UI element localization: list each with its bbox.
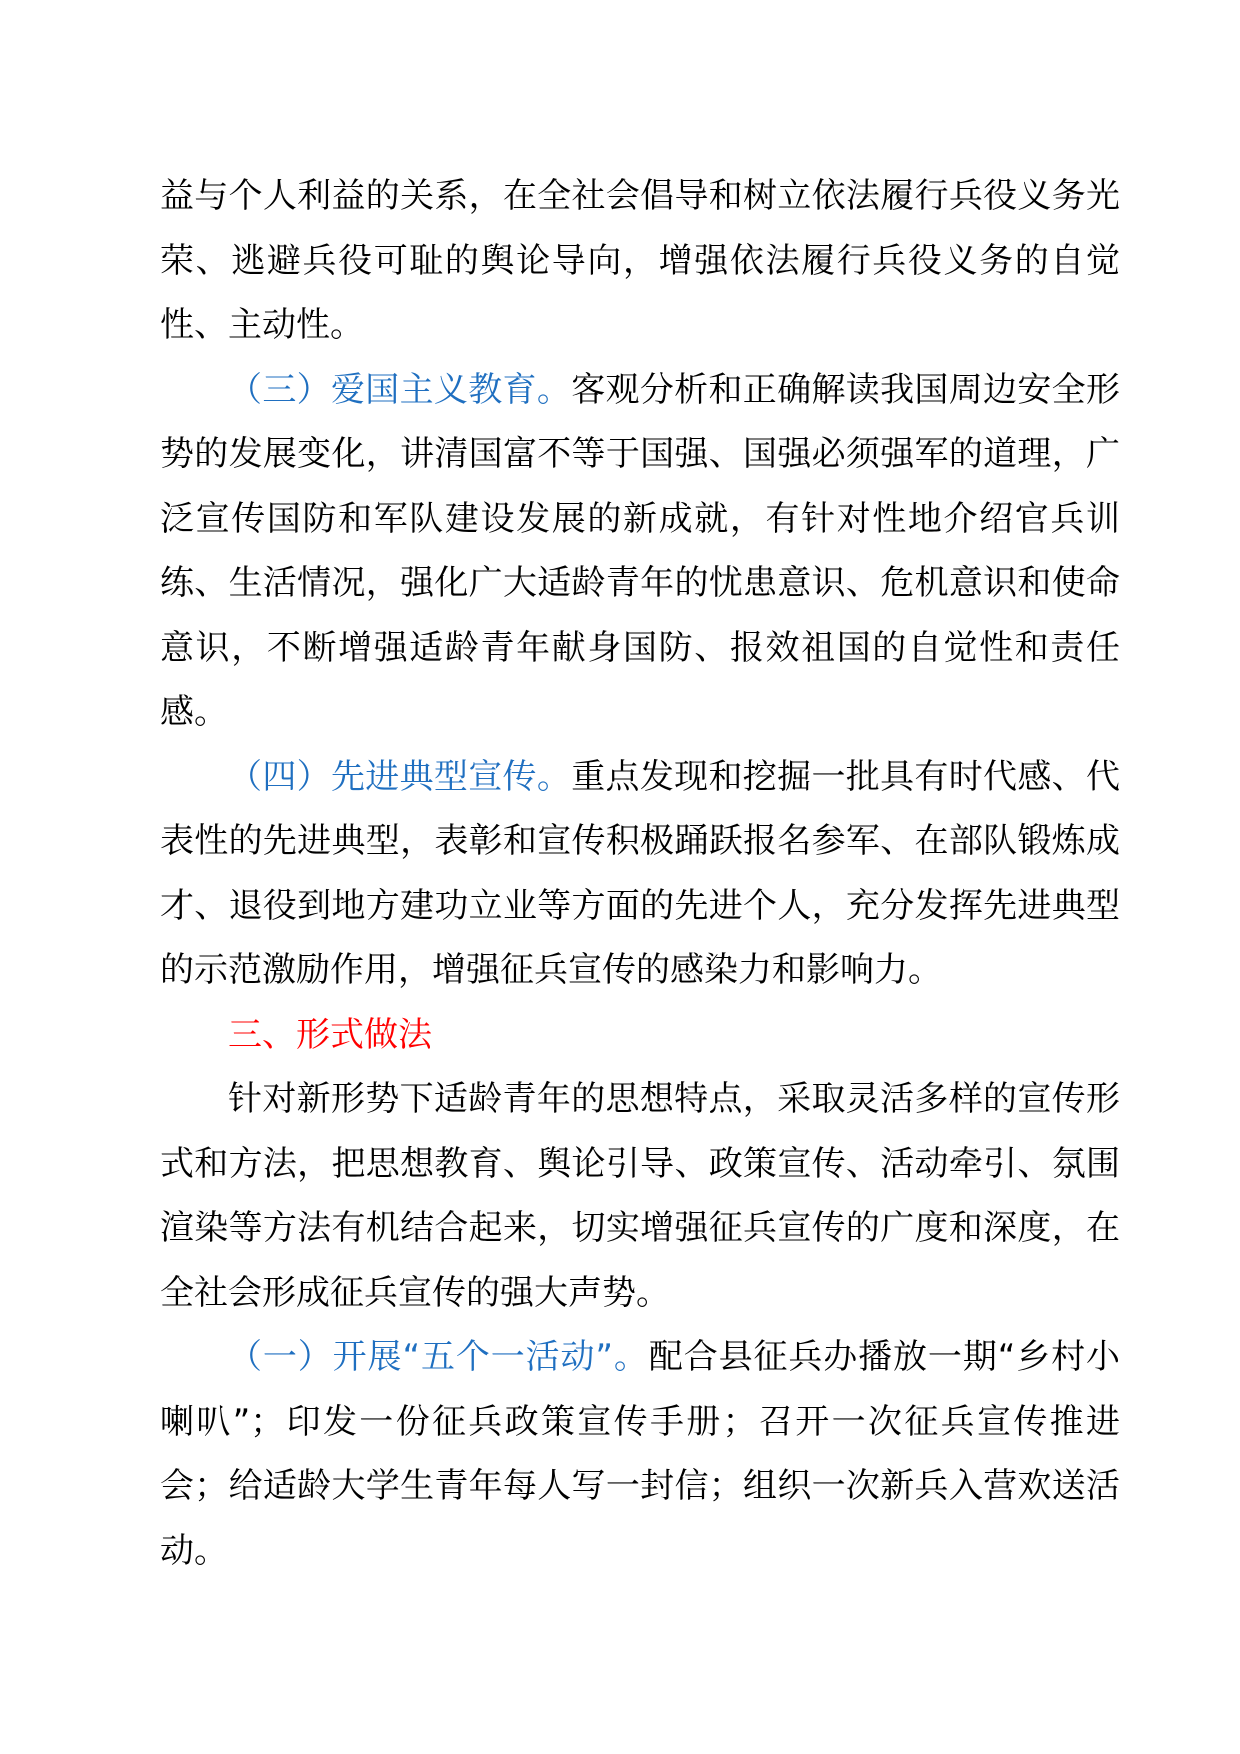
section-title: 三、形式做法 <box>228 1014 432 1055</box>
subheading-five-activities: （一）开展“五个一活动”。 <box>228 1337 649 1377</box>
paragraph-text: 针对新形势下适龄青年的思想特点，采取灵活多样的宣传形式和方法，把思想教育、舆论引导、政策宣传、活动牵引、氛围渲染等方法有机结合起来，切实增强征兵宣传的广度和深度，在全社会形成征兵宣传的强大声势。 <box>160 1079 1120 1313</box>
section-heading-forms-methods <box>160 1003 1120 1068</box>
paragraph-patriotism-education <box>160 358 1120 745</box>
paragraph-text: 重点发现和挖掘一批具有时代感、代表性的先进典型，表彰和宣传积极踊跃报名参军、在部队锻炼成才、退役到地方建功立业等方面的先进个人，充分发挥先进典型的示范激励作用，增强征兵宣传的感染力和影响力。 <box>160 756 1121 990</box>
document-body <box>160 164 1120 1583</box>
paragraph-five-activities <box>160 1325 1120 1583</box>
paragraph-text: 客观分析和正确解读我国周边安全形势的发展变化，讲清国富不等于国强、国强必须强军的道理，广泛宣传国防和军队建设发展的新成就，有针对性地介绍官兵训练、生活情况，强化广大适龄青年的忧患意识、危机意识和使命意识，不断增强适龄青年献身国防、报效祖国的自觉性和责任感。 <box>160 369 1121 732</box>
subheading-advanced-models: （四）先进典型宣传。 <box>228 756 572 797</box>
paragraph-text: 配合县征兵办播放一期“乡村小喇叭”；印发一份征兵政策宣传手册；召开一次征兵宣传推进会；给适龄大学生青年每人写一封信；组织一次新兵入营欢送活动。 <box>160 1337 1120 1571</box>
subheading-patriotism-education: （三）爱国主义教育。 <box>228 369 572 410</box>
paragraph-continuation <box>160 164 1120 358</box>
paragraph-advanced-models <box>160 745 1120 1003</box>
paragraph-forms-intro <box>160 1067 1120 1325</box>
paragraph-text: 益与个人利益的关系，在全社会倡导和树立依法履行兵役义务光荣、逃避兵役可耻的舆论导向，增强依法履行兵役义务的自觉性、主动性。 <box>160 176 1120 345</box>
